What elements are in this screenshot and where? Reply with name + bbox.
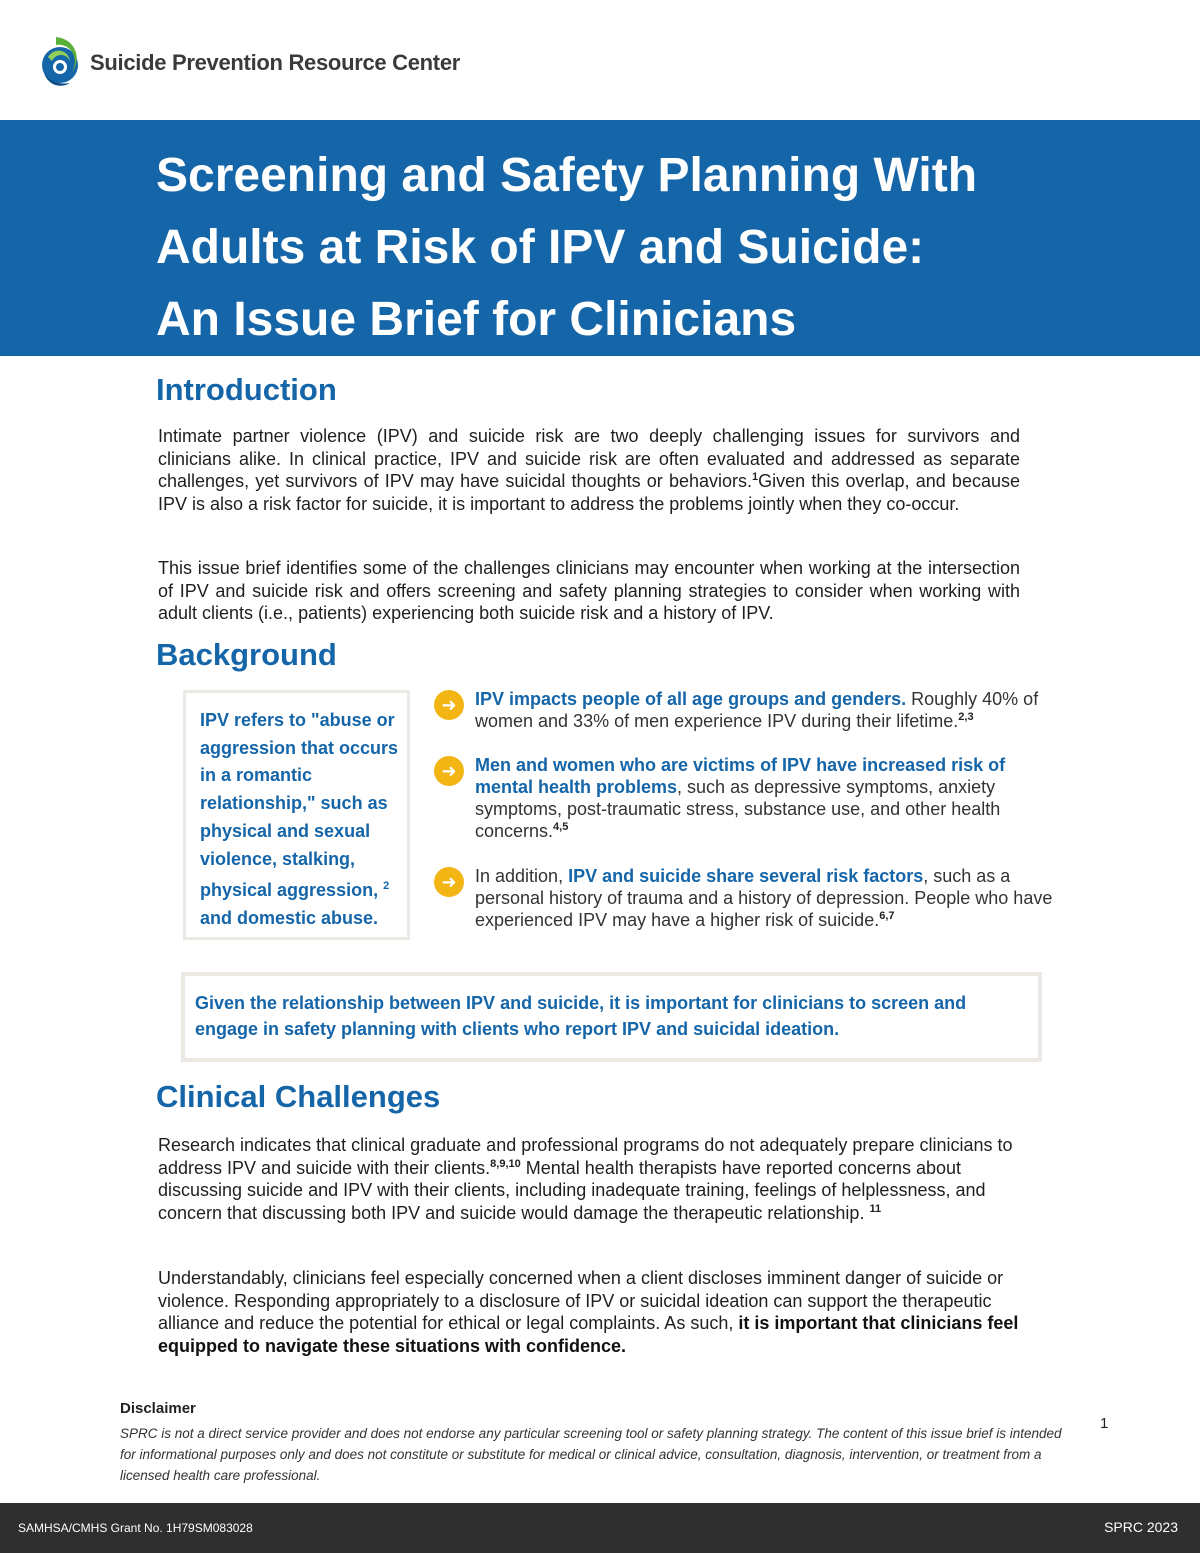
callout-text: Given the relationship between IPV and suicide, it is important for clinicians to screen and engage in safety planning with clients who report IPV and suicidal ideation.: [195, 993, 967, 1039]
footnote-ref: 1: [752, 471, 759, 483]
footnote-ref: 6,7: [879, 910, 895, 922]
clinical-challenges-heading: Clinical Challenges: [156, 1079, 441, 1114]
disclaimer-body: SPRC is not a direct service provider and does not endorse any particular screening tool or safety planning strategy. The content of this issue brief is intended for informational purposes only and does not constitute or substitute for medical or clinical advice, consultation, diagnosis, intervention, or treatment from a licensed health care professional.: [120, 1426, 1062, 1483]
footer-copyright: SPRC 2023: [1104, 1519, 1178, 1535]
footnote-ref: 4,5: [553, 821, 569, 833]
introduction-paragraph-1: [158, 425, 1020, 515]
document-title: [156, 140, 1156, 356]
grant-number: SAMHSA/CMHS Grant No. 1H79SM083028: [18, 1521, 253, 1535]
bullet-1-body: Roughly 40% of women and 33% of men experience IPV during their lifetime.: [475, 689, 1039, 731]
org-logo: [36, 32, 460, 94]
footnote-ref: 11: [869, 1202, 882, 1215]
title-line-2: Adults at Risk of IPV and Suicide:: [156, 221, 925, 274]
bullet-3-emphasis: IPV and suicide share several risk factors: [568, 866, 924, 886]
page-footer: [0, 1503, 1200, 1553]
title-line-1: Screening and Safety Planning With: [156, 149, 978, 202]
bullet-3-body: , such as a personal history of trauma and a history of depression. People who have experienced IPV may have a higher risk of suicide.: [475, 866, 1053, 930]
footnote-ref: 2,3: [958, 711, 974, 723]
clinical-paragraph-2: [158, 1267, 1020, 1357]
sprc-swirl-logo-icon: [36, 33, 84, 93]
background-heading: Background: [156, 637, 337, 672]
arrow-right-icon: ➜: [434, 690, 464, 720]
bullet-2-emphasis: Men and women who are victims of IPV have increased risk of mental health problems: [475, 755, 1006, 797]
bullet-1-emphasis: IPV impacts people of all age groups and genders.: [475, 689, 907, 709]
ipv-definition-text: [200, 707, 400, 933]
page-number: 1: [1100, 1415, 1109, 1432]
title-line-3: An Issue Brief for Clinicians: [156, 293, 797, 346]
bullet-2-text: [475, 754, 1055, 842]
bullet-1-text: [475, 688, 1055, 732]
intro-p1-text: Intimate partner violence (IPV) and suicide risk are two deeply challenging issues for survivors and clinicians alike. In clinical practice, IPV and suicide risk are often evaluated and addressed as separate challenges, yet survivors of IPV may have suicidal thoughts or behaviors.: [158, 426, 1020, 491]
clinical-paragraph-1: [158, 1134, 1020, 1224]
ipv-definition-main: IPV refers to "abuse or aggression that occurs in a romantic relationship," such as physical and sexual violence, stalking, physical aggression,: [200, 710, 399, 901]
bullet-3-pre: In addition,: [475, 866, 569, 886]
ipv-definition-box: [183, 690, 410, 940]
clinical-p2-bold: it is important that clinicians feel equipped to navigate these situations with confidence.: [158, 1313, 1019, 1356]
disclaimer-title: Disclaimer: [120, 1400, 196, 1417]
key-takeaway-callout: [181, 972, 1042, 1062]
org-name: Suicide Prevention Resource Center: [90, 50, 461, 75]
arrow-right-icon: ➜: [434, 867, 464, 897]
ipv-definition-end: and domestic abuse.: [200, 907, 379, 928]
intro-p1-text-after: Given this overlap, and because IPV is also a risk factor for suicide, it is important to address the problems jointly when they co-occur.: [158, 471, 1020, 514]
introduction-paragraph-2: This issue brief identifies some of the challenges clinicians may encounter when working at the intersection of IPV and suicide risk and offers screening and safety planning strategies to consider when working with adult clients (i.e., patients) experiencing both suicide risk and a history of IPV.: [158, 558, 1020, 623]
footnote-ref: 2: [383, 880, 390, 893]
clinical-p1-mid: Mental health therapists have reported concerns about discussing suicide and IPV with their clients, including inadequate training, feelings of helplessness, and concern that discussing both IPV and suicide would damage the therapeutic relationship.: [158, 1157, 986, 1223]
bullet-3-text: [475, 865, 1055, 931]
footnote-ref: 8,9,10: [490, 1157, 521, 1170]
arrow-right-icon: ➜: [434, 756, 464, 786]
clinical-p1-text: Research indicates that clinical graduate and professional programs do not adequately prepare clinicians to address IPV and suicide with their clients.: [158, 1135, 1013, 1178]
clinical-p2-text: Understandably, clinicians feel especially concerned when a client discloses imminent danger of suicide or violence. Responding appropriately to a disclosure of IPV or suicidal ideation can support the therapeutic alliance and reduce the potential for ethical or legal complaints. As such,: [158, 1268, 1004, 1333]
bullet-2-body: , such as depressive symptoms, anxiety symptoms, post-traumatic stress, substance use, and other health concerns.: [475, 777, 1001, 841]
introduction-heading: Introduction: [156, 372, 337, 407]
